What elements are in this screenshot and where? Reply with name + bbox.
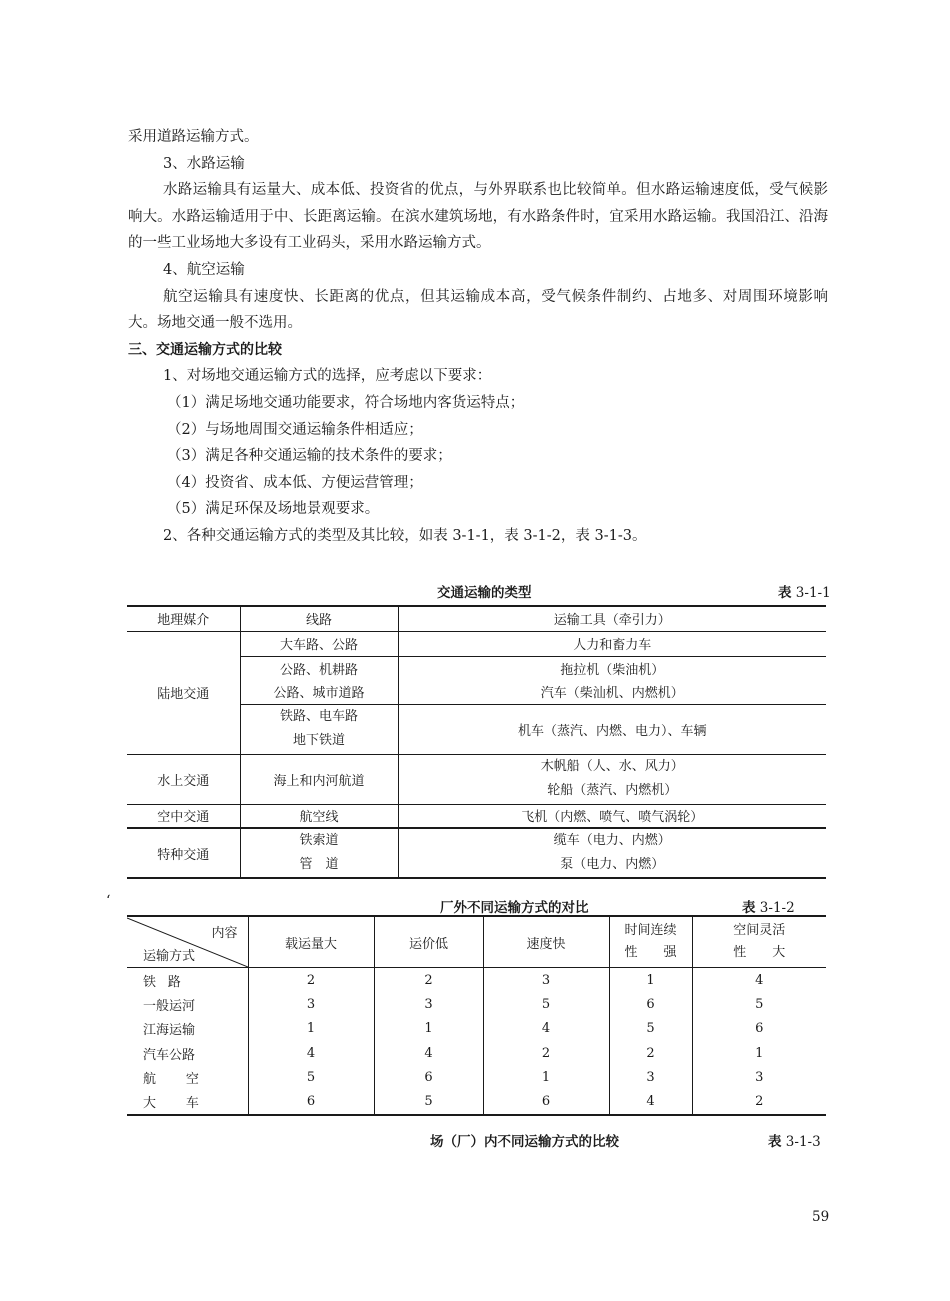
medium-land: 陆地交通: [127, 631, 240, 754]
tool-cell: 木帆船（人、水、风力） 轮船（蒸汽、内燃机）: [398, 754, 826, 804]
subheading-air: 4、航空运输: [163, 261, 245, 278]
requirement-item: （5）满足环保及场地景观要求。: [167, 501, 380, 518]
corner-bottom-label: 运输方式: [143, 949, 196, 964]
value-cell: 3: [248, 992, 374, 1016]
table2-caption: 厂外不同运输方式的对比: [440, 900, 589, 916]
value-cell: 5: [692, 992, 826, 1016]
table3-number: 表 3-1-3: [768, 1134, 821, 1150]
requirement-item: （3）满足各种交通运输的技术条件的要求；: [167, 448, 452, 465]
requirement-item: （4）投资省、成本低、方便运营管理；: [167, 474, 423, 491]
table-row: [127, 1041, 826, 1065]
value-cell: 3: [692, 1065, 826, 1089]
medium-air: 空中交通: [127, 804, 240, 828]
value-cell: 4: [374, 1041, 483, 1065]
table-row: [127, 754, 826, 804]
table-row: [127, 828, 826, 878]
paragraph: 采用道路运输方式。: [128, 129, 259, 145]
table-transport-comparison: [127, 915, 826, 1116]
tool-cell: 汽车（柴汕机、内燃机）: [398, 680, 826, 704]
page-number: 59: [812, 1209, 830, 1225]
subheading-water: 3、水路运输: [163, 155, 245, 172]
value-cell: 4: [248, 1041, 374, 1065]
paragraph-water: 水路运输具有运量大、成本低、投资省的优点，与外界联系也比较简单。但水路运输速度低，受气候影响大。水路运输适用于中、长距离运输。在滨水建筑场地，有水路条件时，宜采用水路运输。我国沿江、沿海的一些工业场地大多设有工业码头，采用水路运输方式。: [128, 182, 828, 252]
tool-cell: 人力和畜力车: [398, 631, 826, 656]
table3-caption: 场（厂）内不同运输方式的比较: [430, 1134, 619, 1150]
value-cell: 1: [483, 1065, 609, 1089]
row-label: 江海运输: [143, 1023, 196, 1039]
row-label: 汽车公路: [143, 1047, 196, 1063]
value-cell: 6: [248, 1089, 374, 1114]
route-cell: 公路、城市道路: [240, 680, 398, 704]
value-cell: 5: [609, 1017, 692, 1041]
value-cell: 2: [248, 968, 374, 993]
table-row: [127, 992, 826, 1016]
paragraph-tables: 2、各种交通运输方式的类型及其比较，如表 3-1-1，表 3-1-2，表 3-1-3。: [163, 527, 647, 544]
header-cell: 运输工具（牵引力）: [398, 606, 826, 631]
body-text: [128, 124, 828, 550]
corner-top-label: 内容: [211, 926, 238, 941]
table-header-row: [127, 606, 826, 631]
route-cell: 大车路、公路: [240, 631, 398, 656]
value-cell: 5: [248, 1065, 374, 1089]
route-cell: 海上和内河航道: [240, 754, 398, 804]
route-cell: 铁路、电车路 地下铁道: [240, 704, 398, 754]
requirements-intro: 1、对场地交通运输方式的选择，应考虑以下要求：: [163, 368, 492, 385]
value-cell: 6: [692, 1017, 826, 1041]
medium-special: 特种交通: [127, 828, 240, 878]
tool-cell: 拖拉机（柴油机）: [398, 656, 826, 680]
stray-mark: ‘: [106, 893, 111, 909]
row-label: 大车: [127, 1089, 248, 1114]
value-cell: 6: [483, 1089, 609, 1114]
value-cell: 3: [374, 992, 483, 1016]
value-cell: 3: [483, 968, 609, 993]
value-cell: 1: [692, 1041, 826, 1065]
value-cell: 6: [374, 1065, 483, 1089]
value-cell: 2: [483, 1041, 609, 1065]
route-cell: 公路、机耕路: [240, 656, 398, 680]
table1-number: 表 3-1-1: [778, 585, 831, 601]
value-cell: 5: [374, 1089, 483, 1114]
table1-caption: 交通运输的类型: [437, 585, 532, 601]
table-row: [127, 1017, 826, 1041]
header-cell: 线路: [240, 606, 398, 631]
value-cell: 4: [692, 968, 826, 993]
header-corner-cell: [127, 916, 248, 968]
requirement-item: （2）与场地周围交通运输条件相适应；: [167, 421, 423, 438]
header-cell: 时间连续 性 强: [609, 916, 692, 968]
paragraph-air: 航空运输具有速度快、长距离的优点，但其运输成本高，受气候条件制约、占地多、对周围环境影响大。场地交通一般不选用。: [128, 288, 828, 332]
value-cell: 4: [609, 1089, 692, 1114]
value-cell: 2: [374, 968, 483, 993]
value-cell: 6: [609, 992, 692, 1016]
medium-water: 水上交通: [127, 754, 240, 804]
requirement-item: （1）满足场地交通功能要求，符合场地内客货运特点；: [167, 394, 525, 411]
value-cell: 1: [609, 968, 692, 993]
row-label: 航空: [143, 1071, 229, 1087]
table-header-row: [127, 916, 826, 968]
route-cell: 铁索道 管 道: [240, 828, 398, 878]
table-row: [127, 1065, 826, 1089]
value-cell: 2: [692, 1089, 826, 1114]
section-heading: 三、交通运输方式的比较: [128, 341, 282, 358]
header-cell: 空间灵活 性 大: [692, 916, 826, 968]
route-cell: 航空线: [240, 804, 398, 828]
value-cell: 5: [483, 992, 609, 1016]
table-transport-types: [127, 605, 826, 879]
header-cell: 载运量大: [248, 916, 374, 968]
table2-number: 表 3-1-2: [742, 900, 795, 916]
value-cell: 2: [609, 1041, 692, 1065]
header-cell: 运价低: [374, 916, 483, 968]
header-cell: 地理媒介: [127, 606, 240, 631]
value-cell: 4: [483, 1017, 609, 1041]
table-row: [127, 804, 826, 828]
tool-cell: 飞机（内燃、喷气、喷气涡轮）: [398, 804, 826, 828]
header-cell: 速度快: [483, 916, 609, 968]
tool-cell: 机车（蒸汽、内燃、电力）、车辆: [398, 704, 826, 754]
row-label: 铁路: [143, 974, 193, 990]
tool-cell: 缆车（电力、内燃） 泵（电力、内燃）: [398, 828, 826, 878]
row-label: 一般运河: [143, 998, 196, 1014]
table-row: [127, 1089, 826, 1114]
table-row: [127, 968, 826, 993]
table-row: [127, 631, 826, 656]
value-cell: 3: [609, 1065, 692, 1089]
value-cell: 1: [248, 1017, 374, 1041]
value-cell: 1: [374, 1017, 483, 1041]
